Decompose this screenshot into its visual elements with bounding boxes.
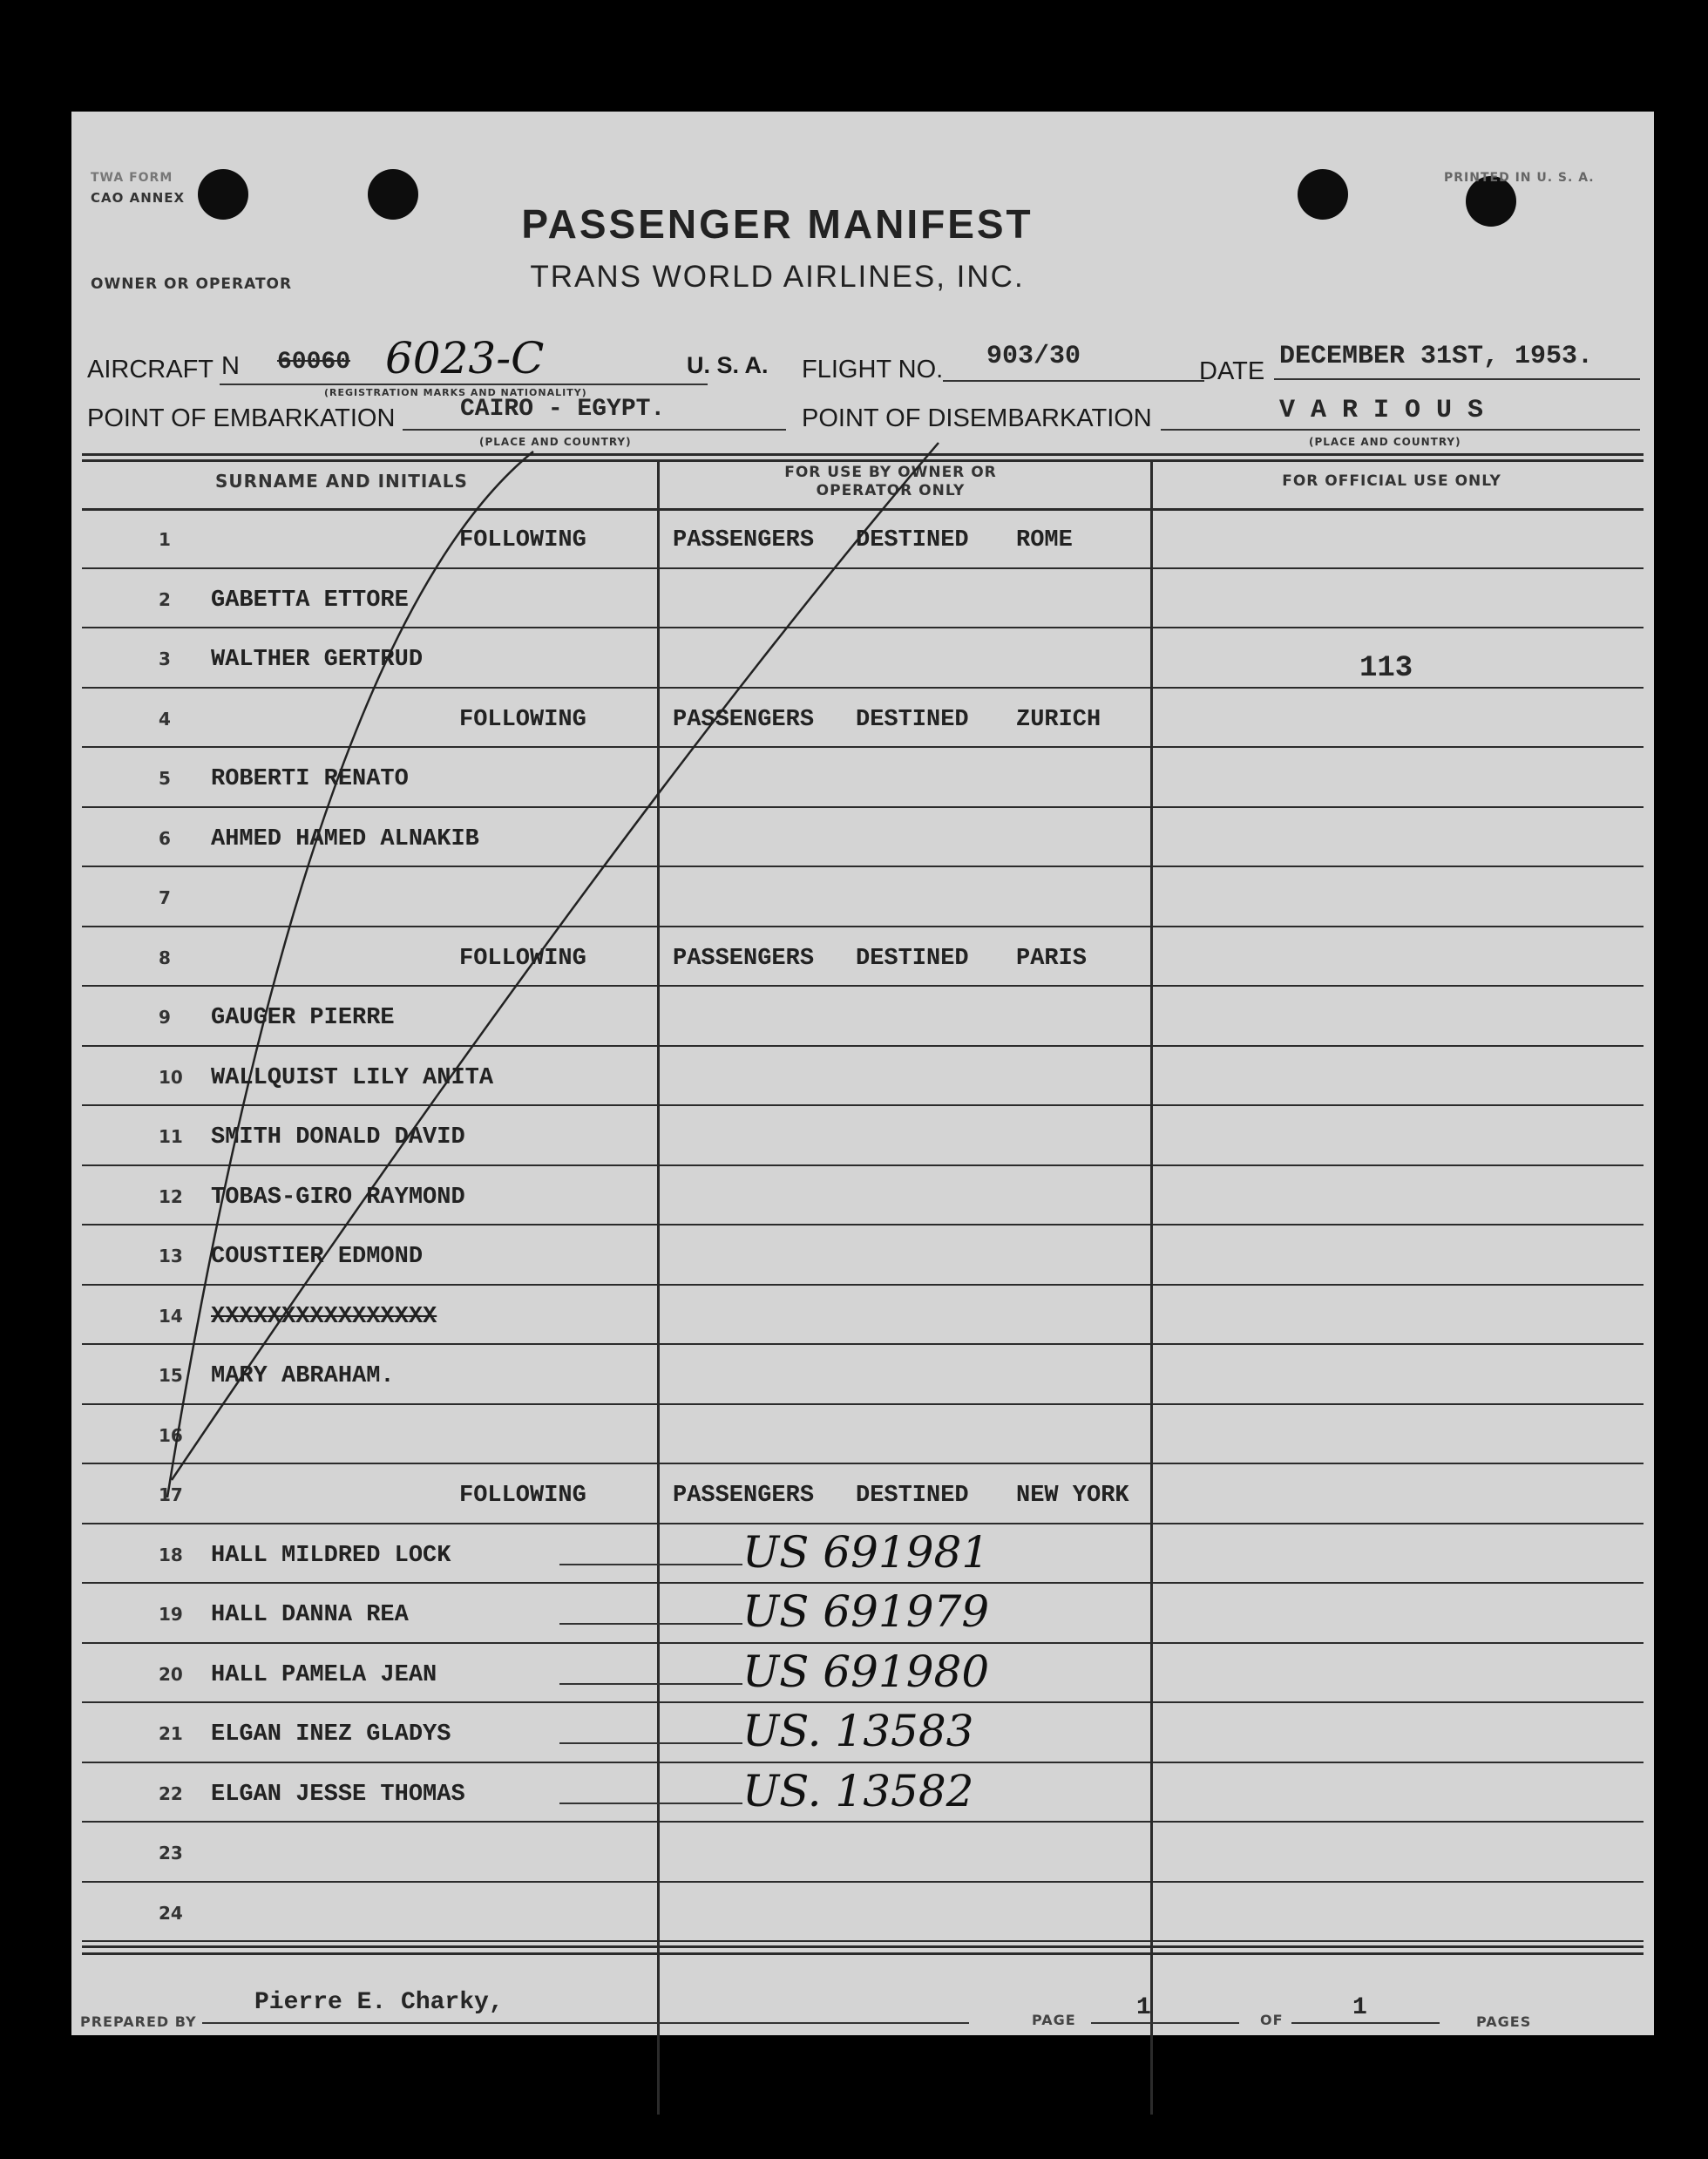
page-label: PAGE bbox=[1032, 2012, 1076, 2028]
destination-heading-word: DESTINED bbox=[856, 706, 969, 733]
passenger-name: SMITH DONALD DAVID bbox=[211, 1124, 465, 1151]
disembark-caption: (PLACE AND COUNTRY) bbox=[1309, 436, 1461, 448]
passenger-name: WALLQUIST LILY ANITA bbox=[211, 1064, 494, 1091]
destination-heading-word: ROME bbox=[1016, 527, 1073, 553]
registration-caption: (REGISTRATION MARKS AND NATIONALITY) bbox=[324, 387, 587, 398]
row-number: 13 bbox=[159, 1246, 183, 1266]
row-number: 20 bbox=[159, 1663, 183, 1685]
row-number: 6 bbox=[159, 827, 171, 849]
row-number: 15 bbox=[159, 1365, 183, 1386]
prepared-label: PREPARED BY bbox=[80, 2013, 197, 2030]
printed-in: PRINTED IN U. S. A. bbox=[1444, 171, 1595, 185]
row-number: 10 bbox=[159, 1066, 183, 1088]
row-number: 18 bbox=[159, 1544, 183, 1565]
destination-heading-word: DESTINED bbox=[856, 945, 969, 972]
row-number: 24 bbox=[159, 1902, 183, 1924]
destination-heading-word: DESTINED bbox=[856, 1483, 969, 1509]
column-header-surname: SURNAME AND INITIALS bbox=[215, 471, 468, 492]
table-bottom-border bbox=[82, 1945, 1644, 1948]
destination-heading-word: PASSENGERS bbox=[673, 945, 815, 972]
row-number: 16 bbox=[159, 1424, 183, 1446]
date-value: DECEMBER 31ST, 1953. bbox=[1279, 342, 1594, 371]
aircraft-value: 6023-C bbox=[385, 333, 545, 384]
destination-heading-word: PARIS bbox=[1016, 945, 1088, 972]
page-number: 1 bbox=[1136, 1994, 1151, 2021]
row-number: 14 bbox=[159, 1305, 183, 1327]
of-label: OF bbox=[1260, 2012, 1284, 2028]
table-bottom-border bbox=[82, 1952, 1644, 1955]
passenger-name: AHMED HAMED ALNAKIB bbox=[211, 825, 479, 852]
passport-number: US. 13582 bbox=[742, 1765, 974, 1816]
page-total-underline bbox=[1291, 2022, 1440, 2024]
row-number: 22 bbox=[159, 1782, 183, 1804]
disembark-value: V A R I O U S bbox=[1279, 396, 1484, 425]
row-number: 4 bbox=[159, 708, 171, 730]
disembark-label: POINT OF DISEMBARKATION bbox=[802, 404, 1152, 432]
date-label: DATE bbox=[1199, 357, 1265, 385]
row-number: 1 bbox=[159, 529, 171, 550]
passport-number: US 691979 bbox=[742, 1586, 990, 1637]
destination-heading-word: PASSENGERS bbox=[673, 527, 815, 553]
row-number: 3 bbox=[159, 648, 171, 669]
passenger-name: XXXXXXXXXXXXXXXX bbox=[211, 1303, 437, 1330]
official-mark: 113 bbox=[1359, 652, 1413, 685]
passenger-name: COUSTIER EDMOND bbox=[211, 1244, 424, 1270]
embark-value: CAIRO - EGYPT. bbox=[460, 396, 666, 423]
passenger-name: GAUGER PIERRE bbox=[211, 1005, 395, 1031]
passenger-name: ROBERTI RENATO bbox=[211, 766, 409, 792]
passenger-name: ELGAN INEZ GLADYS bbox=[211, 1721, 451, 1748]
destination-heading-word: FOLLOWING bbox=[459, 706, 586, 733]
page-title: PASSENGER MANIFEST bbox=[521, 201, 1034, 247]
aircraft-struck: 60060 bbox=[277, 349, 351, 376]
page-total: 1 bbox=[1352, 1994, 1367, 2021]
aircraft-label: AIRCRAFT bbox=[87, 356, 214, 384]
row-number: 9 bbox=[159, 1007, 171, 1028]
column-header-owner: FOR USE BY OWNER OR OPERATOR ONLY bbox=[784, 464, 997, 499]
passport-number: US 691981 bbox=[742, 1526, 990, 1578]
prepared-underline bbox=[202, 2022, 969, 2024]
passenger-name: HALL MILDRED LOCK bbox=[211, 1542, 451, 1569]
passenger-name: WALTHER GERTRUD bbox=[211, 647, 424, 673]
passenger-name: ELGAN JESSE THOMAS bbox=[211, 1781, 465, 1808]
nationality: U. S. A. bbox=[687, 352, 769, 378]
row-number: 11 bbox=[159, 1126, 183, 1147]
row-number: 2 bbox=[159, 588, 171, 610]
row-number: 8 bbox=[159, 947, 171, 968]
destination-heading-word: PASSENGERS bbox=[673, 1483, 815, 1509]
passport-number: US 691980 bbox=[742, 1646, 990, 1697]
pages-label: PAGES bbox=[1476, 2013, 1532, 2030]
passenger-name: GABETTA ETTORE bbox=[211, 587, 409, 614]
destination-heading-word: ZURICH bbox=[1016, 706, 1101, 733]
passenger-name: MARY ABRAHAM. bbox=[211, 1363, 395, 1389]
owner-operator-label: OWNER OR OPERATOR bbox=[91, 275, 293, 293]
destination-heading-word: FOLLOWING bbox=[459, 945, 586, 972]
page-underline bbox=[1091, 2022, 1239, 2024]
destination-heading-word: FOLLOWING bbox=[459, 527, 586, 553]
row-number: 12 bbox=[159, 1185, 183, 1207]
destination-heading-word: FOLLOWING bbox=[459, 1483, 586, 1509]
passport-number: US. 13583 bbox=[742, 1706, 974, 1756]
flight-label: FLIGHT NO. bbox=[802, 356, 944, 384]
row-number: 7 bbox=[159, 887, 171, 908]
destination-heading-word: NEW YORK bbox=[1016, 1483, 1129, 1509]
aircraft-prefix: N bbox=[221, 352, 240, 380]
embark-caption: (PLACE AND COUNTRY) bbox=[479, 436, 632, 448]
row-number: 23 bbox=[159, 1843, 183, 1864]
row-number: 17 bbox=[159, 1484, 183, 1505]
row-number: 19 bbox=[159, 1604, 183, 1625]
passenger-name: HALL PAMELA JEAN bbox=[211, 1661, 437, 1688]
form-code: TWA FORM bbox=[91, 171, 173, 185]
row-number: 5 bbox=[159, 768, 171, 789]
prepared-value: Pierre E. Charky, bbox=[254, 1989, 504, 2016]
embark-label: POINT OF EMBARKATION bbox=[87, 404, 396, 432]
flight-value: 903/30 bbox=[986, 342, 1081, 371]
company-name: TRANS WORLD AIRLINES, INC. bbox=[530, 260, 1025, 294]
cao-annex: CAO ANNEX bbox=[91, 190, 186, 206]
passenger-name: TOBAS-GIRO RAYMOND bbox=[211, 1184, 465, 1211]
column-header-official: FOR OFFICIAL USE ONLY bbox=[1282, 472, 1501, 490]
passenger-name: HALL DANNA REA bbox=[211, 1602, 409, 1628]
destination-heading-word: PASSENGERS bbox=[673, 706, 815, 733]
manifest-sheet bbox=[71, 112, 1654, 2035]
row-number: 21 bbox=[159, 1723, 183, 1744]
strike-lines bbox=[71, 112, 1654, 2035]
destination-heading-word: DESTINED bbox=[856, 527, 969, 553]
